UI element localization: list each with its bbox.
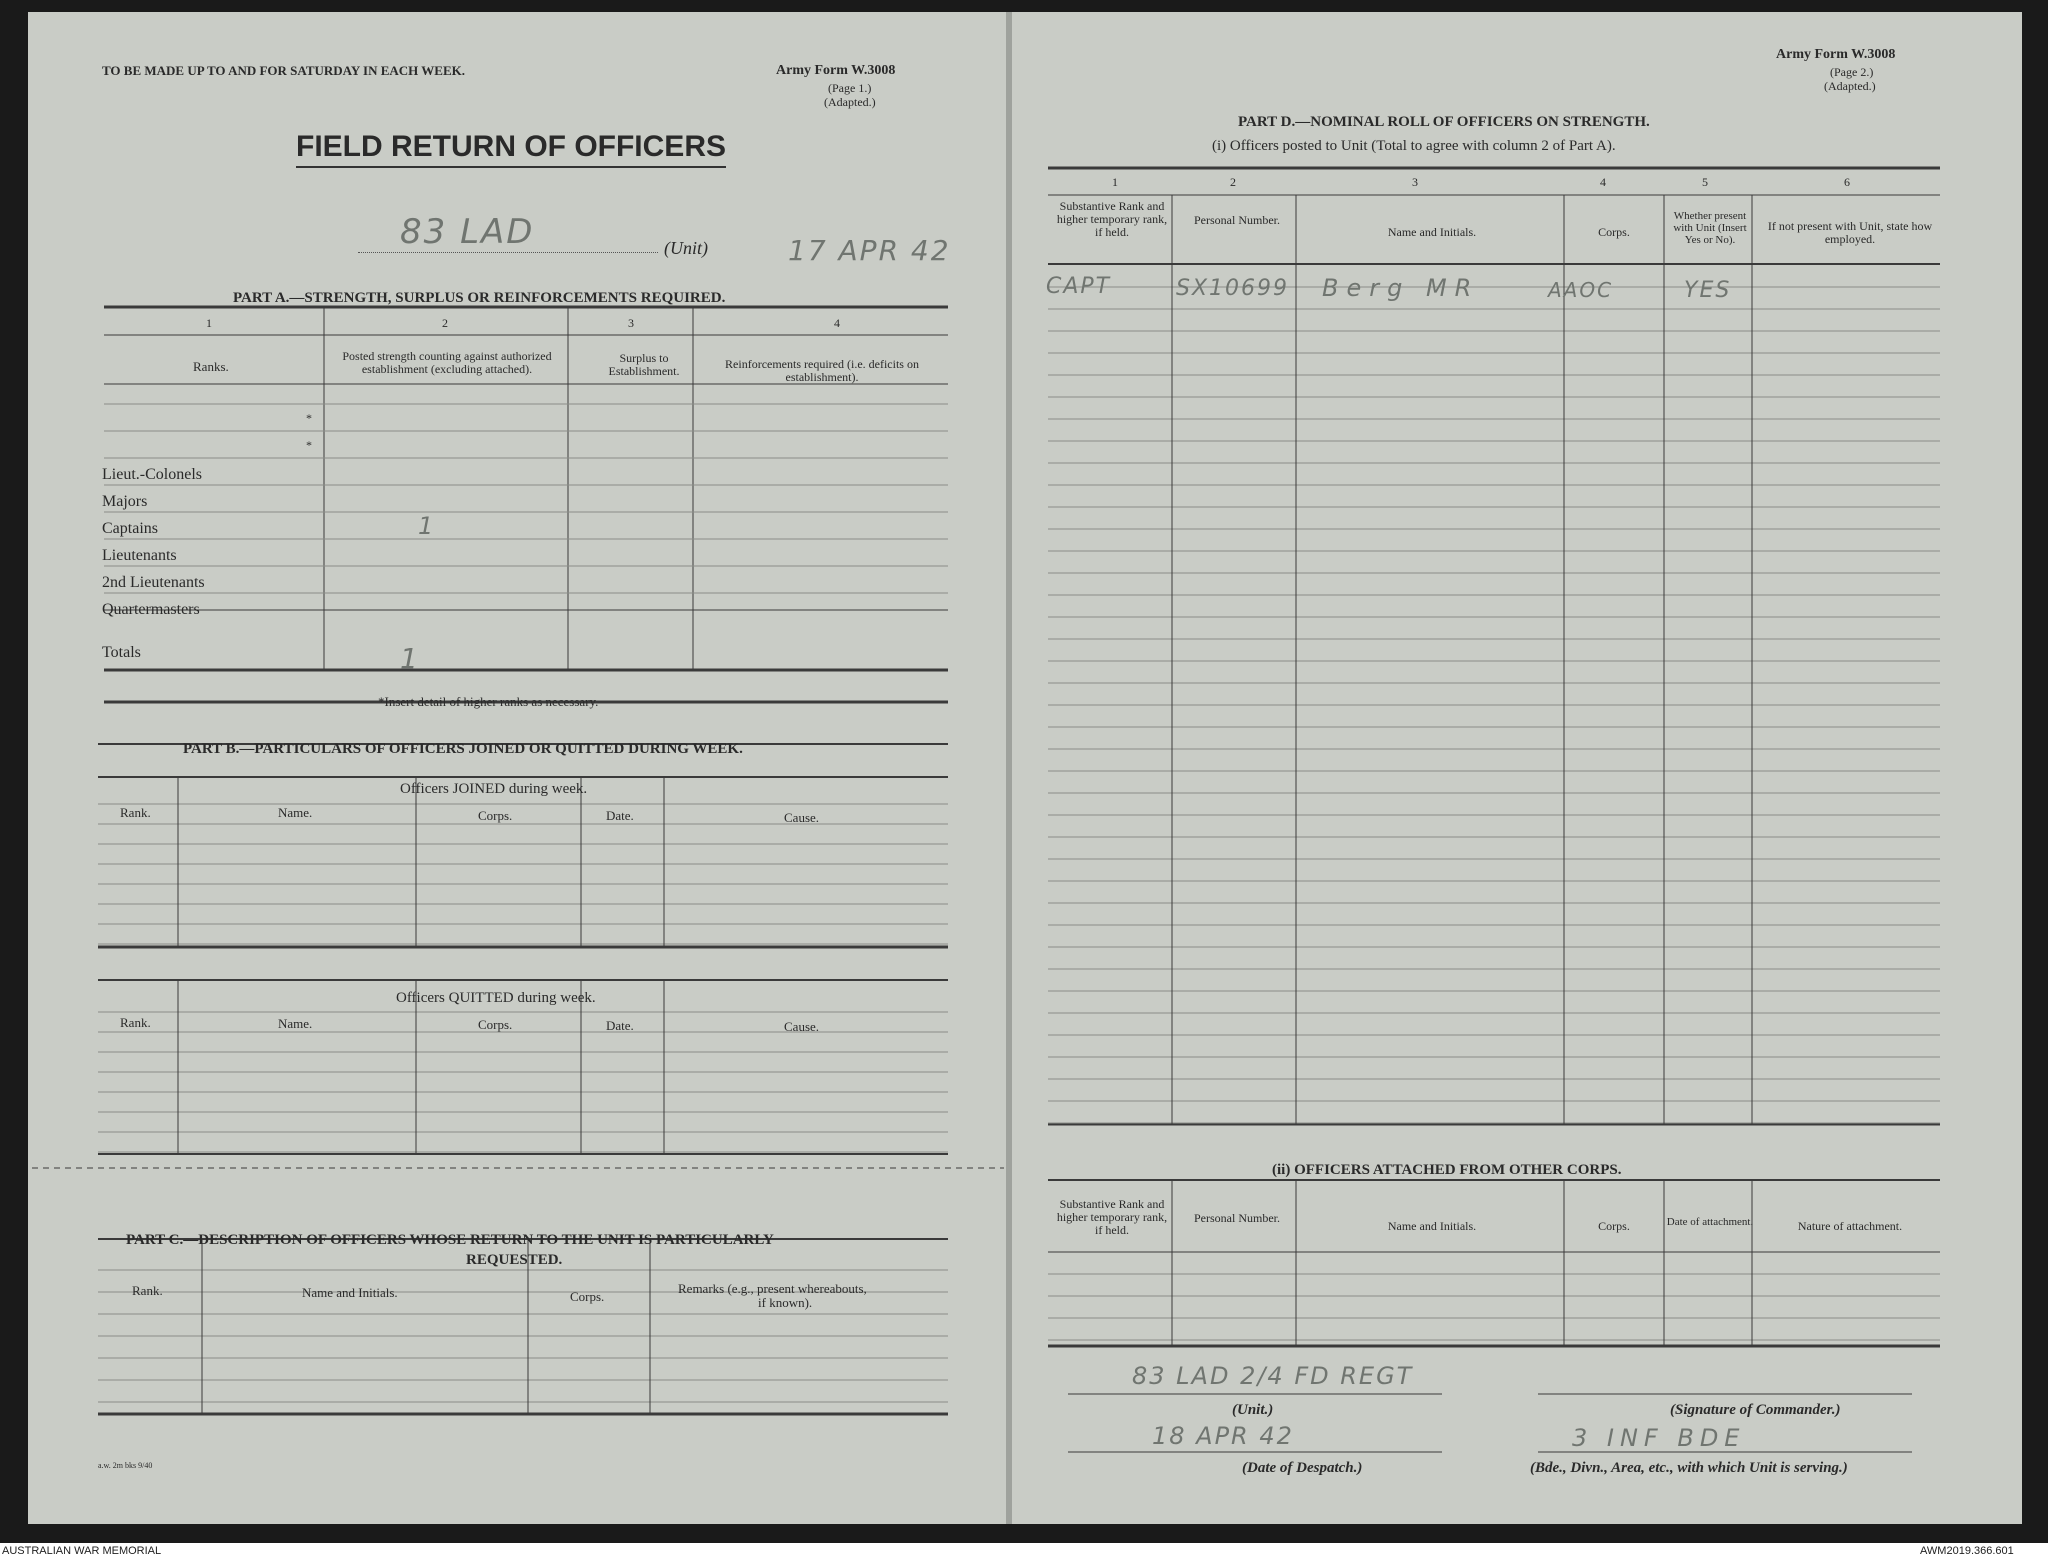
form-number: Army Form W.3008 — [1776, 47, 1896, 62]
part-c-header-corps: Corps. — [570, 1289, 605, 1304]
part-c-header-name: Name and Initials. — [302, 1285, 398, 1300]
attached-header-rank: Substantive Rank and higher temporary rank, if held. — [1056, 1197, 1168, 1237]
rank-label-quartermasters: Quartermasters — [102, 601, 200, 618]
form-page-left — [28, 12, 1008, 1524]
part-d-col-number: 4 — [1600, 175, 1606, 189]
captains-posted-value: 1 — [418, 512, 436, 540]
part-d-header-present: Whether present with Unit (Insert Yes or No). — [1673, 210, 1747, 246]
part-a-footnote: *Insert detail of higher ranks as necessary. — [378, 694, 599, 709]
form-instruction: TO BE MADE UP TO AND FOR SATURDAY IN EACH WEEK. — [102, 63, 465, 78]
joined-title: Officers JOINED during week. — [400, 781, 588, 797]
despatch-date-handwritten: 18 APR 42 — [1152, 1422, 1294, 1450]
unit-handwritten: 83 LAD 2/4 FD REGT — [1132, 1362, 1414, 1390]
asterisk-marker: * — [306, 438, 312, 452]
rank-label-captains: Captains — [102, 520, 158, 537]
part-c-title: PART C.—DESCRIPTION OF OFFICERS WHOSE RETURN TO THE UNIT IS PARTICULARLY — [126, 1232, 774, 1248]
part-d-header-employed: If not present with Unit, state how employed. — [1767, 219, 1933, 246]
attached-header-name: Name and Initials. — [1387, 1219, 1477, 1233]
form-page-right — [1012, 12, 2022, 1524]
part-d-header-name: Name and Initials. — [1387, 225, 1477, 239]
part-d-title: PART D.—NOMINAL ROLL OF OFFICERS ON STRENGTH. — [1238, 114, 1650, 130]
quitted-header-corps: Corps. — [478, 1017, 513, 1032]
rank-label-2nd-lieutenants: 2nd Lieutenants — [102, 574, 205, 591]
part-c-header-rank: Rank. — [132, 1283, 163, 1298]
attached-header-nature: Nature of attachment. — [1797, 1219, 1903, 1233]
entry-name: Berg MR — [1322, 274, 1480, 302]
part-d-col-number: 6 — [1844, 175, 1850, 189]
rank-label-lieutenants: Lieutenants — [102, 547, 177, 564]
part-d-col-number: 1 — [1112, 175, 1118, 189]
attached-header-corps: Corps. — [1598, 1219, 1630, 1233]
adapted-label: (Adapted.) — [824, 95, 876, 109]
joined-header-date: Date. — [606, 808, 634, 823]
joined-header-rank: Rank. — [120, 805, 151, 820]
part-c-header-remarks-cont: if known). — [758, 1295, 813, 1310]
archive-footer — [0, 1543, 2048, 1560]
rank-label-lieut-colonels: Lieut.-Colonels — [102, 466, 202, 483]
quitted-header-cause: Cause. — [784, 1019, 820, 1034]
bde-handwritten: 3 INF BDE — [1572, 1424, 1746, 1452]
footer-institution: AUSTRALIAN WAR MEMORIAL — [2, 1545, 162, 1557]
part-d-header-rank: Substantive Rank and higher temporary rank, if held. — [1056, 199, 1168, 239]
attached-header-number: Personal Number. — [1194, 1211, 1280, 1225]
part-a-header-ranks: Ranks. — [193, 359, 229, 374]
part-d-subtitle: (i) Officers posted to Unit (Total to agree with column 2 of Part A). — [1212, 138, 1616, 154]
adapted-label: (Adapted.) — [1824, 79, 1876, 93]
part-a-col-number: 1 — [206, 316, 212, 330]
part-a-col-number: 3 — [628, 316, 634, 330]
part-a-header-posted: Posted strength counting against authorized establishment (excluding attached). — [342, 349, 552, 376]
part-a-title: PART A.—STRENGTH, SURPLUS OR REINFORCEMENTS REQUIRED. — [233, 290, 726, 306]
part-c-header-remarks: Remarks (e.g., present whereabouts, — [678, 1281, 867, 1296]
attached-title: (ii) OFFICERS ATTACHED FROM OTHER CORPS. — [1272, 1162, 1622, 1178]
part-d-header-number: Personal Number. — [1194, 213, 1280, 227]
form-number: Army Form W.3008 — [776, 63, 896, 78]
printer-mark: a.w. 2m bks 9/40 — [98, 1461, 153, 1470]
part-d-col-number: 2 — [1230, 175, 1236, 189]
form-title: FIELD RETURN OF OFFICERS — [296, 130, 726, 168]
page-number-label: (Page 2.) — [1830, 65, 1874, 79]
part-a-col-number: 4 — [834, 316, 840, 330]
bde-label: (Bde., Divn., Area, etc., with which Unit is serving.) — [1530, 1460, 1848, 1476]
totals-posted-value: 1 — [400, 642, 420, 675]
part-b-title: PART B.—PARTICULARS OF OFFICERS JOINED OR QUITTED DURING WEEK. — [183, 741, 743, 757]
quitted-header-rank: Rank. — [120, 1015, 151, 1030]
part-c-title-cont: REQUESTED. — [466, 1252, 563, 1268]
quitted-header-date: Date. — [606, 1018, 634, 1033]
totals-label: Totals — [102, 644, 141, 661]
joined-header-name: Name. — [278, 805, 313, 820]
quitted-header-name: Name. — [278, 1016, 313, 1031]
unit-label: (Unit) — [664, 238, 708, 258]
entry-present: YES — [1684, 278, 1732, 303]
part-a-header-reinforcements: Reinforcements required (i.e. deficits on establishment). — [725, 357, 919, 384]
unit-dotted-line — [358, 252, 658, 253]
entry-rank: CAPT — [1046, 274, 1112, 299]
asterisk-marker: * — [306, 411, 312, 425]
unit-label: (Unit.) — [1232, 1402, 1274, 1418]
page-number-label: (Page 1.) — [828, 81, 872, 95]
part-a-col-number: 2 — [442, 316, 448, 330]
unit-handwritten: 83 LAD — [400, 212, 535, 252]
joined-header-cause: Cause. — [784, 810, 820, 825]
entry-corps: AAOC — [1548, 278, 1614, 302]
signature-label: (Signature of Commander.) — [1670, 1402, 1841, 1418]
date-handwritten: 17 APR 42 — [788, 234, 951, 267]
joined-header-corps: Corps. — [478, 808, 513, 823]
attached-header-date: Date of attachment. — [1666, 1216, 1754, 1228]
rank-label-majors: Majors — [102, 493, 148, 510]
despatch-label: (Date of Despatch.) — [1242, 1460, 1363, 1476]
entry-number: SX10699 — [1176, 276, 1290, 301]
part-a-header-surplus: Surplus to Establishment. — [608, 351, 680, 378]
part-d-col-number: 5 — [1702, 175, 1708, 189]
part-d-col-number: 3 — [1412, 175, 1418, 189]
footer-accession: AWM2019.366.601 — [1920, 1545, 2014, 1557]
quitted-title: Officers QUITTED during week. — [396, 990, 596, 1006]
part-d-header-corps: Corps. — [1598, 225, 1630, 239]
